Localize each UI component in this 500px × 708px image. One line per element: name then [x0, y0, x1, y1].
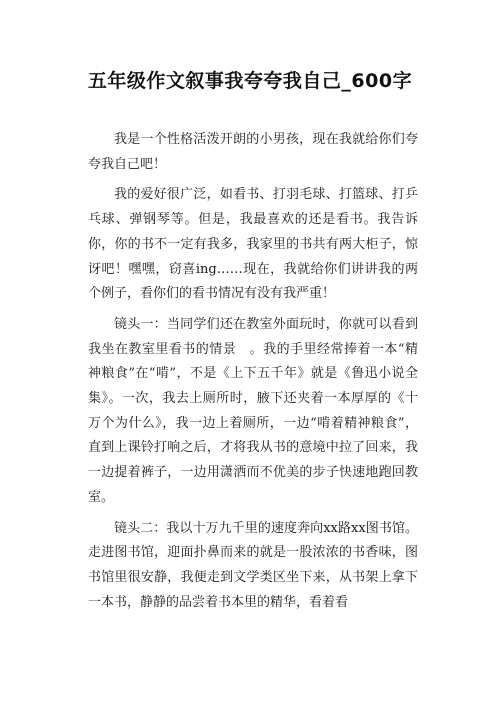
- paragraph-scene-one: 镜头一：当同学们还在教室外面玩时，你就可以看到我坐在教室里看书的情景 。我的手里经常捧着一本“精神粮食”在“啃”，不是《上下五千年》就是《鲁迅小说全集》。一次，我去上厕所时，腋下还夹着一本厚厚的《十万个为什么》，我一边上着厕所，一边“啃着精神粮食”，直到上课铃打响之后，才将我从书的意境中拉了回来，我一边提着裤子，一边用潇洒而不优美的步子快速地跑回教室。: [88, 316, 418, 505]
- paragraph-scene-two: 镜头二：我以十万九千里的速度奔向xx路xx图书馆。走进图书馆，迎面扑鼻而来的就是一股浓浓的书香味，图书馆里很安静，我便走到文学类区坐下来，从书架上拿下一本书，静静的品尝着书本里的精华，看着看: [88, 520, 418, 610]
- document-title: 五年级作文叙事我夸夸我自己_600字: [87, 70, 413, 92]
- paragraph-intro: 我是一个性格活泼开朗的小男孩，现在我就给你们夸夸我自己吧！: [88, 132, 418, 172]
- document-body: [88, 128, 418, 621]
- paragraph-hobbies: 我的爱好很广泛，如看书、打羽毛球、打篮球、打乒乓球、弹钢琴等。但是，我最喜欢的还是看书。我告诉你，你的书不一定有我多，我家里的书共有两大柜子，惊讶吧！嘿嘿，窃喜ing……现在，我就给你们讲讲我的两个例子，看你们的看书情况有没有我严重！: [88, 187, 418, 302]
